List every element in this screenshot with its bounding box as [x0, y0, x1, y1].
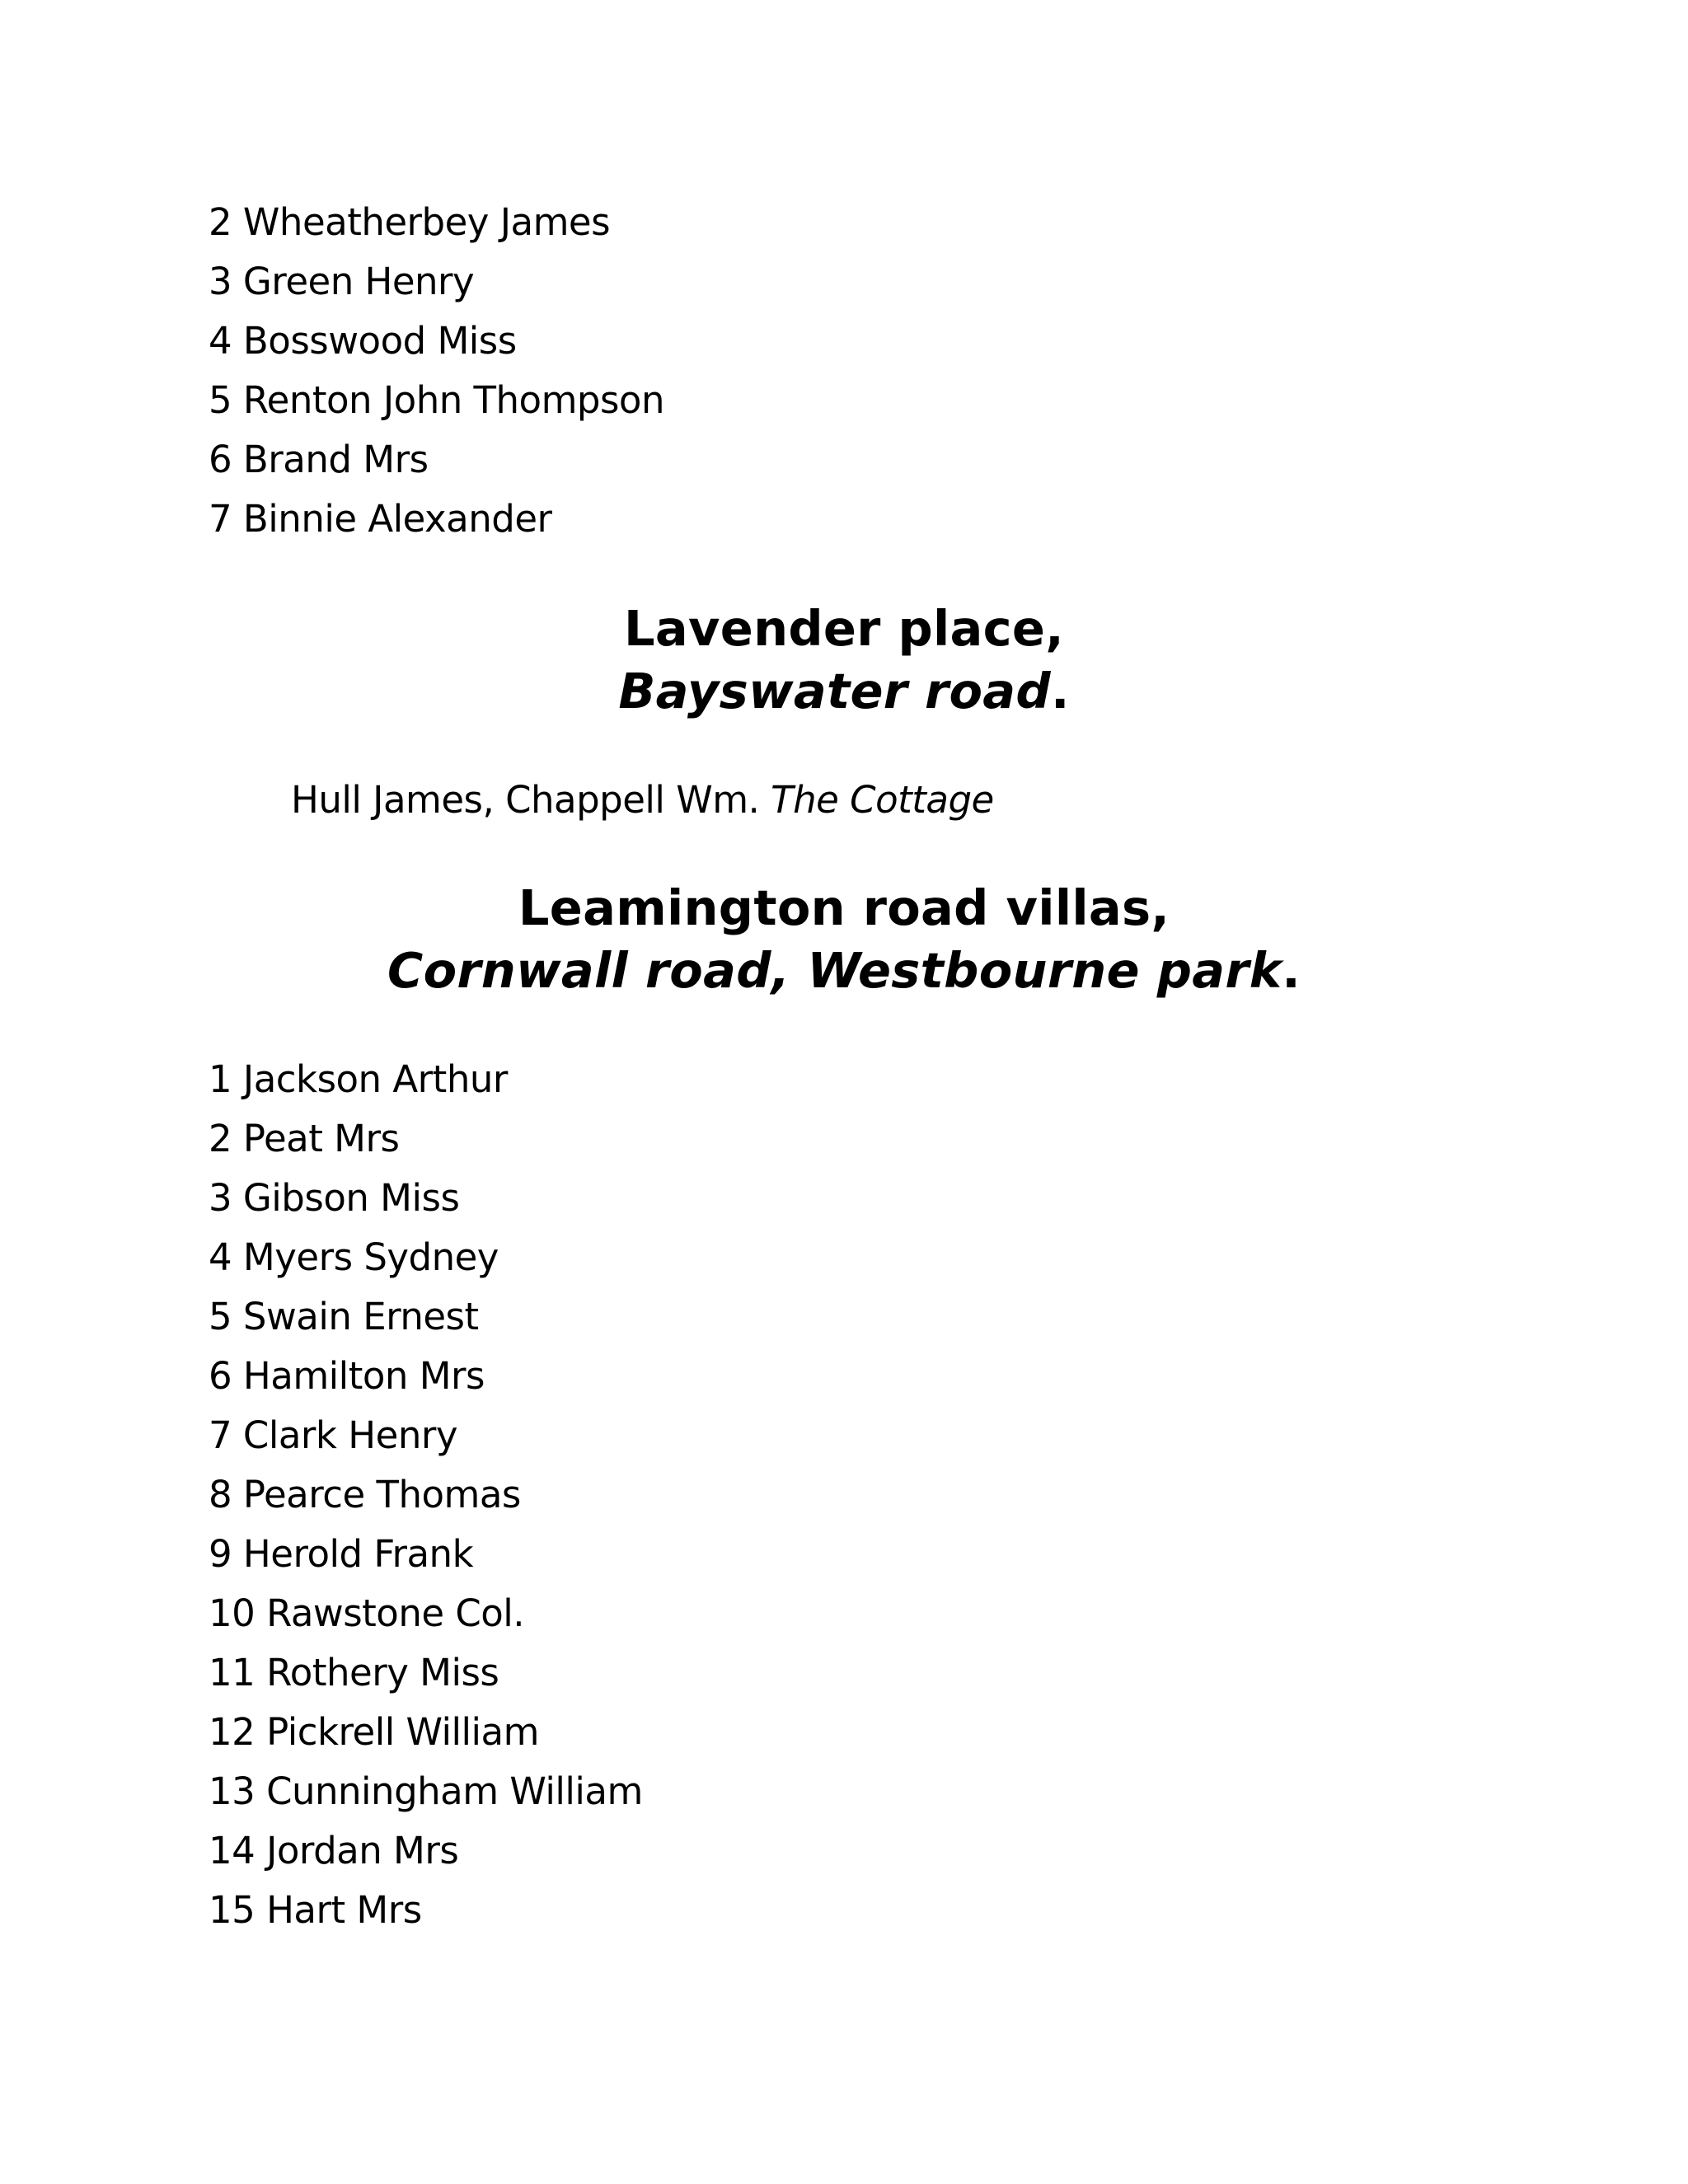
- list-item: 6 Hamilton Mrs: [209, 1354, 485, 1398]
- section-subtitle: Cornwall road, Westbourne park: [387, 942, 1282, 999]
- list-item: 13 Cunningham William: [209, 1769, 643, 1813]
- list-item: 10 Rawstone Col.: [209, 1591, 525, 1635]
- list-item: 8 Pearce Thomas: [209, 1473, 521, 1516]
- section-title: Lavender place,: [624, 600, 1064, 657]
- list-item: 5 Renton John Thompson: [209, 378, 664, 422]
- section-subtitle-period: .: [1282, 942, 1301, 999]
- list-item: 3 Green Henry: [209, 260, 475, 303]
- resident-list-continued: [209, 193, 664, 549]
- list-item: 11 Rothery Miss: [209, 1651, 499, 1694]
- section-subtitle-period: .: [1050, 663, 1070, 719]
- resident-list-leamington: [209, 1050, 643, 1940]
- list-item: 2 Wheatherbey James: [209, 200, 611, 244]
- section-heading-lavender-place: [0, 598, 1688, 723]
- list-item: 7 Clark Henry: [209, 1413, 457, 1457]
- list-item: 4 Bosswood Miss: [209, 319, 517, 363]
- list-item: 6 Brand Mrs: [209, 438, 429, 481]
- entry-house-name: The Cottage: [771, 778, 994, 822]
- list-item: 3 Gibson Miss: [209, 1176, 460, 1220]
- list-item: 9 Herold Frank: [209, 1532, 474, 1576]
- list-item: 7 Binnie Alexander: [209, 497, 552, 541]
- list-item: 15 Hart Mrs: [209, 1888, 422, 1932]
- list-item: 2 Peat Mrs: [209, 1117, 400, 1160]
- list-item: 4 Myers Sydney: [209, 1235, 499, 1279]
- list-item: 1 Jackson Arthur: [209, 1057, 508, 1101]
- section-subtitle: Bayswater road: [618, 663, 1051, 719]
- lavender-place-entry: [291, 771, 994, 830]
- list-item: 12 Pickrell William: [209, 1710, 539, 1754]
- section-title: Leamington road villas,: [518, 879, 1170, 936]
- list-item: 5 Swain Ernest: [209, 1295, 479, 1338]
- entry-names: Hull James, Chappell Wm.: [291, 778, 771, 822]
- list-item: 14 Jordan Mrs: [209, 1829, 459, 1872]
- section-heading-leamington-road-villas: [0, 877, 1688, 1002]
